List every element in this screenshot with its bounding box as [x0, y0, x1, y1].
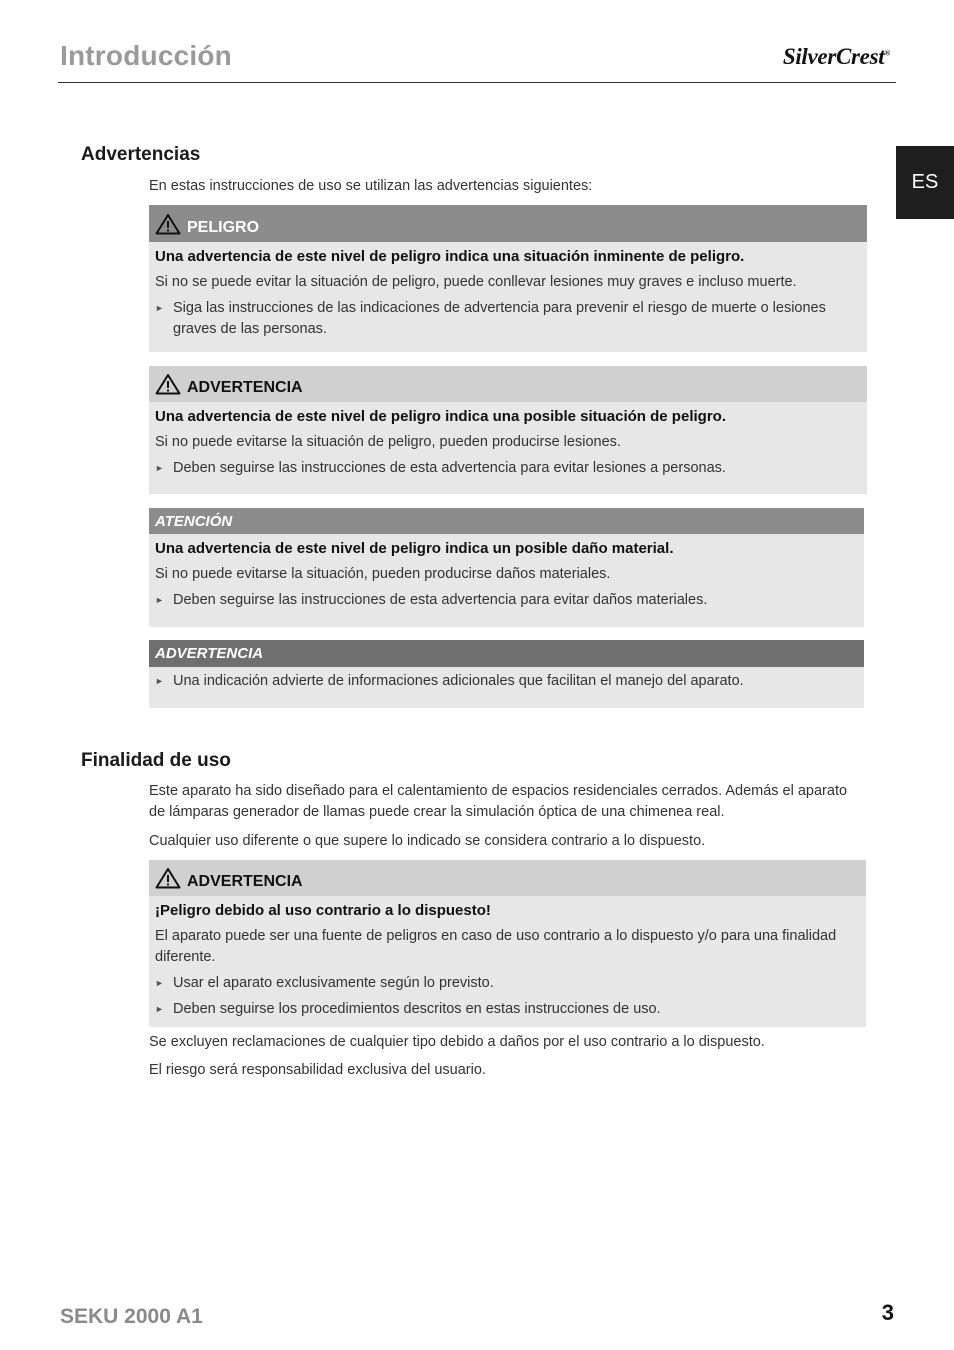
header-divider — [58, 82, 896, 83]
peligro-text: Si no se puede evitar la situación de peligro, puede conllevar lesiones muy graves e incluso muerte. — [155, 274, 797, 290]
finalidad-warning-body — [149, 896, 866, 1020]
finalidad-para4: El riesgo será responsabilidad exclusiva del usuario. — [149, 1062, 486, 1078]
bullet-item — [155, 298, 859, 340]
finalidad-para3: Se excluyen reclamaciones de cualquier tipo debido a daños por el uso contrario a lo dispuesto. — [149, 1034, 765, 1050]
bullet-arrow-icon: ► — [155, 1004, 164, 1014]
section-title-advertencias: Advertencias — [81, 144, 201, 165]
finalidad-warning-label: ADVERTENCIA — [187, 873, 303, 890]
bullet-item — [155, 999, 858, 1020]
atencion-label: ATENCIÓN — [155, 512, 233, 530]
advertencia-box — [149, 366, 867, 494]
atencion-strong: Una advertencia de este nivel de peligro indica un posible daño material. — [155, 540, 674, 557]
page-number: 3 — [881, 1300, 894, 1325]
advertencia-header — [149, 366, 867, 402]
bullet-arrow-icon: ► — [155, 463, 164, 473]
finalidad-para2: Cualquier uso diferente o que supere lo indicado se considera contrario a lo dispuesto. — [149, 833, 706, 849]
brand-logo — [783, 44, 890, 70]
warning-triangle-icon — [155, 373, 181, 395]
advertencia-strong: Una advertencia de este nivel de peligro indica una posible situación de peligro. — [155, 408, 726, 425]
bullet-item — [155, 671, 856, 692]
bullet-item — [155, 973, 858, 994]
advertencias-intro: En estas instrucciones de uso se utilizan las advertencias siguientes: — [149, 178, 593, 194]
bullet-arrow-icon: ► — [155, 595, 164, 605]
bullet-text: Deben seguirse las instrucciones de esta advertencia para evitar daños materiales. — [173, 592, 708, 608]
atencion-body — [149, 534, 864, 611]
bullet-arrow-icon: ► — [155, 978, 164, 988]
nota-body — [149, 667, 864, 692]
language-tab: ES — [896, 146, 954, 219]
finalidad-warning-text: El aparato puede ser una fuente de peligros en caso de uso contrario a lo dispuesto y/o para una finalidad diferente. — [155, 928, 837, 965]
bullet-arrow-icon: ► — [155, 303, 164, 313]
bullet-text: Una indicación advierte de informaciones adicionales que facilitan el manejo del aparato. — [173, 673, 744, 689]
peligro-strong: Una advertencia de este nivel de peligro indica una situación inminente de peligro. — [155, 248, 745, 265]
nota-box — [149, 640, 864, 708]
bullet-text: Deben seguirse los procedimientos descritos en estas instrucciones de uso. — [173, 1001, 661, 1017]
bullet-text: Usar el aparato exclusivamente según lo previsto. — [173, 975, 494, 991]
registered-mark: ® — [884, 48, 890, 58]
finalidad-warning-strong: ¡Peligro debido al uso contrario a lo dispuesto! — [155, 902, 491, 919]
finalidad-para1: Este aparato ha sido diseñado para el calentamiento de espacios residenciales cerrados. Además el aparato de lámparas generador de llamas puede crear la simulación óptica de una chimenea real. — [149, 783, 848, 820]
warning-triangle-icon — [155, 213, 181, 235]
finalidad-warning-header — [149, 860, 866, 896]
peligro-body — [149, 242, 867, 340]
section-title-finalidad: Finalidad de uso — [81, 750, 231, 771]
nota-label: ADVERTENCIA — [155, 645, 264, 662]
nota-header — [149, 640, 864, 667]
atencion-text: Si no puede evitarse la situación, pueden producirse daños materiales. — [155, 566, 611, 582]
footer-model: SEKU 2000 A1 — [60, 1305, 203, 1328]
bullet-arrow-icon: ► — [155, 676, 164, 686]
advertencia-body — [149, 402, 867, 479]
peligro-header — [149, 205, 867, 242]
advertencia-label: ADVERTENCIA — [187, 379, 303, 396]
advertencia-text: Si no puede evitarse la situación de peligro, pueden producirse lesiones. — [155, 434, 621, 450]
brand-name: SilverCrest — [782, 44, 885, 69]
atencion-header — [149, 508, 864, 534]
page-title: Introducción — [60, 40, 232, 71]
bullet-text: Deben seguirse las instrucciones de esta advertencia para evitar lesiones a personas. — [173, 460, 726, 476]
peligro-box — [149, 205, 867, 352]
atencion-box — [149, 508, 864, 627]
peligro-label: PELIGRO — [187, 218, 260, 236]
bullet-text: Siga las instrucciones de las indicaciones de advertencia para prevenir el riesgo de muerte o lesiones graves de las personas. — [173, 300, 826, 337]
warning-triangle-icon — [155, 867, 181, 889]
bullet-item — [155, 458, 859, 479]
finalidad-warning-box — [149, 860, 866, 1027]
bullet-item — [155, 590, 856, 611]
